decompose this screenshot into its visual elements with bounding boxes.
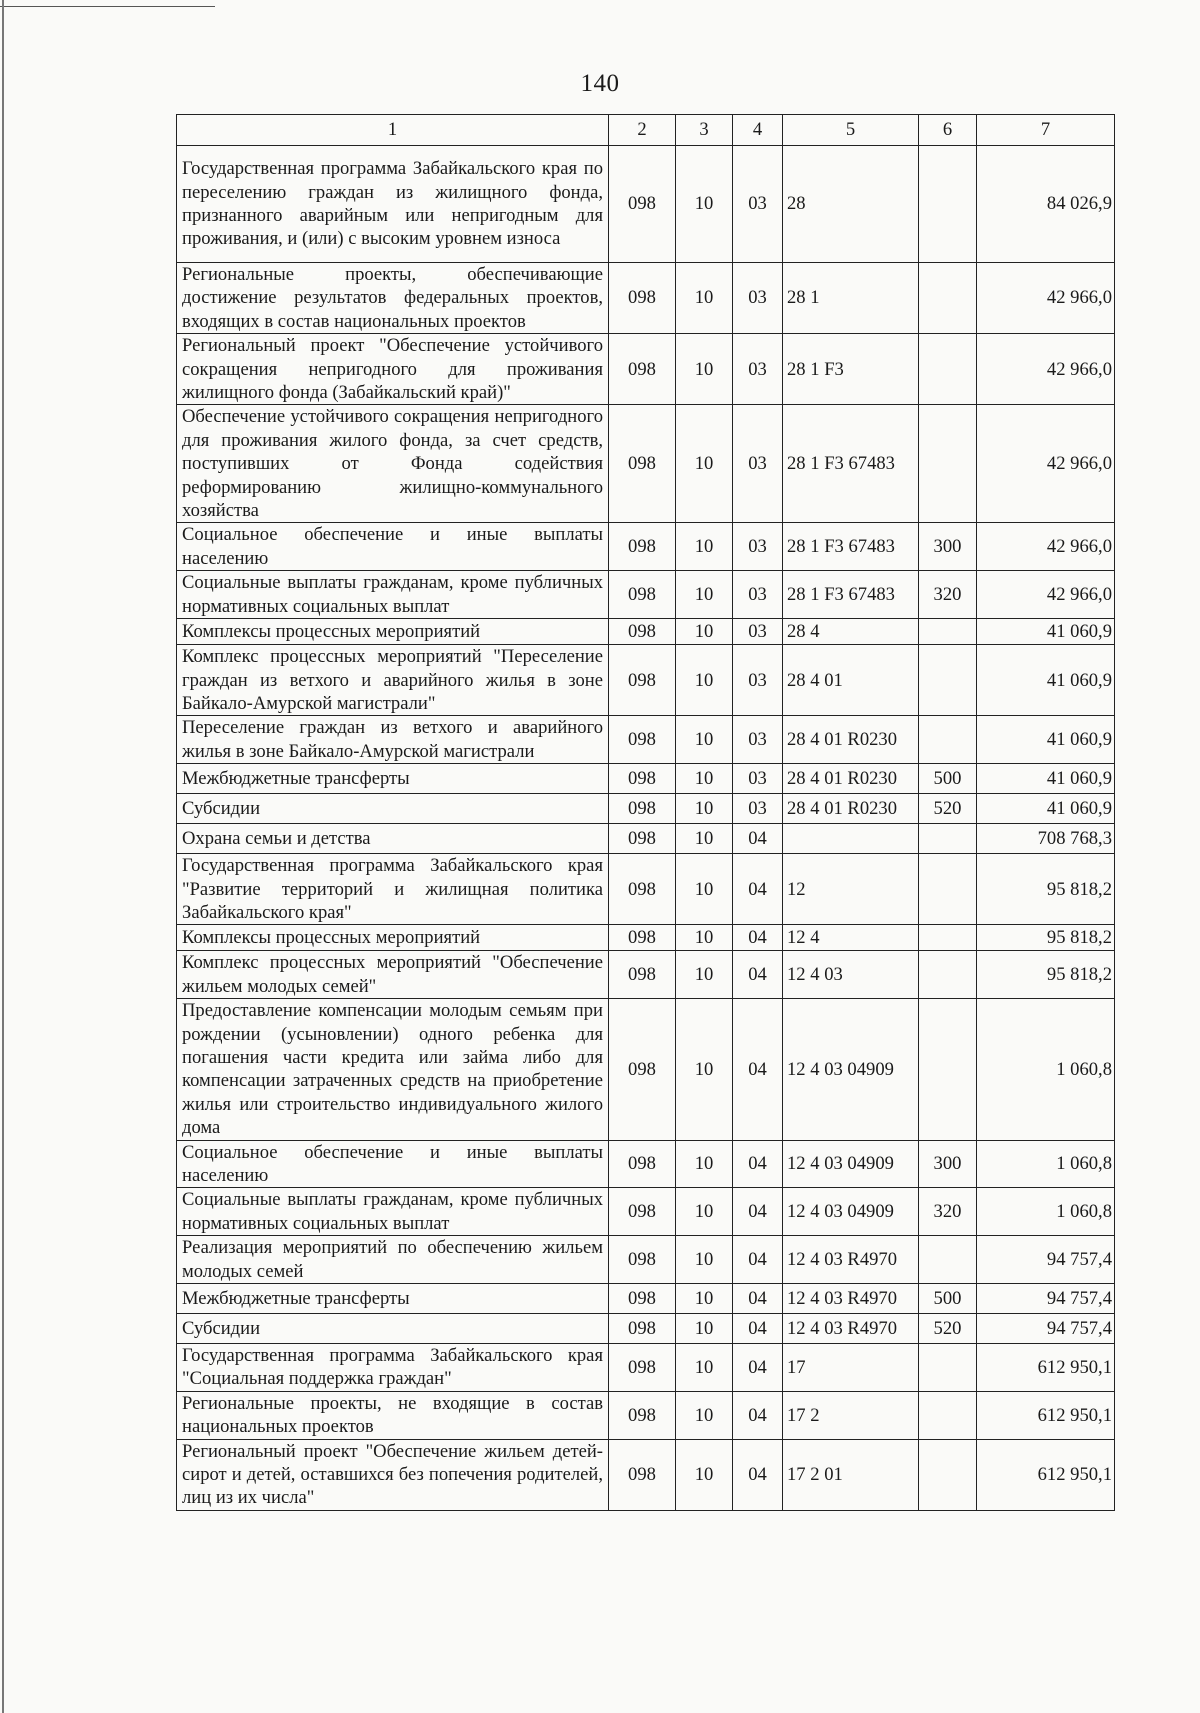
cell-c2: 098	[609, 794, 676, 824]
cell-c3: 10	[676, 1236, 733, 1284]
cell-c2: 098	[609, 405, 676, 523]
table-header-row	[177, 115, 1115, 146]
row-name: Социальное обеспечение и иные выплаты населению	[177, 523, 609, 571]
cell-c4: 04	[733, 951, 783, 999]
cell-c5: 17 2 01	[783, 1439, 919, 1510]
row-name: Предоставление компенсации молодым семьям при рождении (усыновлении) одного ребенка для погашения части кредита или займа либо для компенсации затраченных средств на приобретение жилья или строительство индивидуального жилого дома	[177, 999, 609, 1140]
row-name: Межбюджетные трансферты	[177, 764, 609, 794]
cell-c7: 42 966,0	[977, 523, 1115, 571]
column-header-3: 3	[676, 115, 733, 146]
cell-c4: 04	[733, 824, 783, 854]
cell-c6: 320	[919, 571, 977, 619]
cell-c5: 12 4	[783, 925, 919, 951]
cell-c6	[919, 1439, 977, 1510]
column-header-2: 2	[609, 115, 676, 146]
cell-c3: 10	[676, 146, 733, 263]
cell-c4: 03	[733, 716, 783, 764]
cell-c7: 41 060,9	[977, 794, 1115, 824]
cell-c6	[919, 854, 977, 925]
table-row	[177, 1236, 1115, 1284]
row-name: Комплексы процессных мероприятий	[177, 925, 609, 951]
column-header-7: 7	[977, 115, 1115, 146]
cell-c5: 12	[783, 854, 919, 925]
cell-c6	[919, 263, 977, 334]
cell-c5: 28 4 01	[783, 645, 919, 716]
cell-c3: 10	[676, 1391, 733, 1439]
row-name: Субсидии	[177, 794, 609, 824]
table-row	[177, 999, 1115, 1140]
cell-c7: 84 026,9	[977, 146, 1115, 263]
cell-c7: 612 950,1	[977, 1439, 1115, 1510]
column-header-6: 6	[919, 115, 977, 146]
row-name: Переселение граждан из ветхого и аварийного жилья в зоне Байкало-Амурской магистрали	[177, 716, 609, 764]
cell-c3: 10	[676, 1140, 733, 1188]
cell-c6	[919, 999, 977, 1140]
row-name: Социальные выплаты гражданам, кроме публичных нормативных социальных выплат	[177, 571, 609, 619]
cell-c7: 42 966,0	[977, 263, 1115, 334]
cell-c7: 1 060,8	[977, 999, 1115, 1140]
cell-c4: 03	[733, 645, 783, 716]
table-row	[177, 951, 1115, 999]
cell-c2: 098	[609, 146, 676, 263]
cell-c3: 10	[676, 716, 733, 764]
cell-c6	[919, 824, 977, 854]
page-number: 140	[580, 70, 620, 97]
cell-c2: 098	[609, 523, 676, 571]
cell-c3: 10	[676, 824, 733, 854]
table-row	[177, 619, 1115, 645]
cell-c3: 10	[676, 925, 733, 951]
table-body	[177, 146, 1115, 1511]
cell-c5: 12 4 03 R4970	[783, 1314, 919, 1344]
cell-c2: 098	[609, 619, 676, 645]
cell-c2: 098	[609, 334, 676, 405]
cell-c6	[919, 645, 977, 716]
cell-c5: 28 1 F3 67483	[783, 523, 919, 571]
cell-c7: 41 060,9	[977, 764, 1115, 794]
row-name: Социальные выплаты гражданам, кроме публичных нормативных социальных выплат	[177, 1188, 609, 1236]
cell-c6: 500	[919, 764, 977, 794]
cell-c3: 10	[676, 645, 733, 716]
cell-c7: 41 060,9	[977, 716, 1115, 764]
cell-c2: 098	[609, 951, 676, 999]
table-row	[177, 1284, 1115, 1314]
cell-c4: 03	[733, 146, 783, 263]
table-row	[177, 794, 1115, 824]
cell-c4: 04	[733, 854, 783, 925]
row-name: Комплекс процессных мероприятий "Обеспечение жильем молодых семей"	[177, 951, 609, 999]
cell-c2: 098	[609, 1236, 676, 1284]
cell-c7: 41 060,9	[977, 619, 1115, 645]
cell-c7: 1 060,8	[977, 1188, 1115, 1236]
cell-c5	[783, 824, 919, 854]
row-name: Государственная программа Забайкальского края по переселению граждан из жилищного фонда, признанного аварийным или непригодным для проживания, и (или) с высоким уровнем износа	[177, 146, 609, 263]
cell-c5: 28 1 F3	[783, 334, 919, 405]
table-row	[177, 764, 1115, 794]
cell-c7: 708 768,3	[977, 824, 1115, 854]
table-row	[177, 1188, 1115, 1236]
table-row	[177, 824, 1115, 854]
cell-c7: 42 966,0	[977, 405, 1115, 523]
cell-c4: 03	[733, 571, 783, 619]
column-header-1: 1	[177, 115, 609, 146]
cell-c3: 10	[676, 523, 733, 571]
cell-c4: 04	[733, 1439, 783, 1510]
cell-c6	[919, 716, 977, 764]
table-row	[177, 334, 1115, 405]
cell-c6	[919, 334, 977, 405]
cell-c5: 28	[783, 146, 919, 263]
cell-c7: 1 060,8	[977, 1140, 1115, 1188]
table-row	[177, 1314, 1115, 1344]
table-row	[177, 925, 1115, 951]
cell-c6	[919, 1236, 977, 1284]
row-name: Региональные проекты, не входящие в состав национальных проектов	[177, 1391, 609, 1439]
cell-c4: 03	[733, 405, 783, 523]
row-name: Государственная программа Забайкальского края "Социальная поддержка граждан"	[177, 1344, 609, 1392]
cell-c5: 28 4	[783, 619, 919, 645]
cell-c5: 12 4 03 R4970	[783, 1284, 919, 1314]
cell-c4: 04	[733, 1344, 783, 1392]
cell-c5: 12 4 03 04909	[783, 1140, 919, 1188]
cell-c6	[919, 405, 977, 523]
cell-c3: 10	[676, 794, 733, 824]
cell-c7: 41 060,9	[977, 645, 1115, 716]
table-row	[177, 263, 1115, 334]
row-name: Обеспечение устойчивого сокращения непригодного для проживания жилого фонда, за счет средств, поступивших от Фонда содействия реформированию жилищно-коммунального хозяйства	[177, 405, 609, 523]
scan-artifact-top	[0, 6, 215, 7]
cell-c3: 10	[676, 1314, 733, 1344]
budget-table	[176, 114, 1115, 1511]
cell-c6: 520	[919, 794, 977, 824]
cell-c5: 17 2	[783, 1391, 919, 1439]
cell-c5: 12 4 03 R4970	[783, 1236, 919, 1284]
cell-c5: 28 1	[783, 263, 919, 334]
cell-c6: 300	[919, 1140, 977, 1188]
cell-c5: 28 4 01 R0230	[783, 794, 919, 824]
cell-c3: 10	[676, 764, 733, 794]
cell-c7: 94 757,4	[977, 1284, 1115, 1314]
cell-c2: 098	[609, 824, 676, 854]
cell-c3: 10	[676, 1188, 733, 1236]
cell-c3: 10	[676, 334, 733, 405]
cell-c4: 04	[733, 1236, 783, 1284]
row-name: Комплекс процессных мероприятий "Переселение граждан из ветхого и аварийного жилья в зоне Байкало-Амурской магистрали"	[177, 645, 609, 716]
table-row	[177, 1140, 1115, 1188]
cell-c6: 520	[919, 1314, 977, 1344]
cell-c2: 098	[609, 716, 676, 764]
cell-c3: 10	[676, 1439, 733, 1510]
row-name: Межбюджетные трансферты	[177, 1284, 609, 1314]
cell-c2: 098	[609, 1344, 676, 1392]
row-name: Региональные проекты, обеспечивающие достижение результатов федеральных проектов, входящих в состав национальных проектов	[177, 263, 609, 334]
cell-c4: 04	[733, 999, 783, 1140]
cell-c5: 17	[783, 1344, 919, 1392]
row-name: Охрана семьи и детства	[177, 824, 609, 854]
cell-c3: 10	[676, 571, 733, 619]
cell-c2: 098	[609, 764, 676, 794]
cell-c4: 04	[733, 1391, 783, 1439]
cell-c7: 612 950,1	[977, 1344, 1115, 1392]
table-row	[177, 645, 1115, 716]
cell-c7: 95 818,2	[977, 951, 1115, 999]
cell-c5: 12 4 03	[783, 951, 919, 999]
cell-c6: 500	[919, 1284, 977, 1314]
row-name: Региональный проект "Обеспечение устойчивого сокращения непригодного для проживания жилищного фонда (Забайкальский край)"	[177, 334, 609, 405]
cell-c3: 10	[676, 263, 733, 334]
cell-c5: 28 1 F3 67483	[783, 405, 919, 523]
table-row	[177, 571, 1115, 619]
row-name: Субсидии	[177, 1314, 609, 1344]
cell-c7: 95 818,2	[977, 854, 1115, 925]
cell-c4: 03	[733, 334, 783, 405]
column-header-5: 5	[783, 115, 919, 146]
cell-c7: 612 950,1	[977, 1391, 1115, 1439]
cell-c7: 94 757,4	[977, 1314, 1115, 1344]
cell-c6: 300	[919, 523, 977, 571]
cell-c4: 03	[733, 794, 783, 824]
cell-c4: 03	[733, 764, 783, 794]
cell-c4: 03	[733, 619, 783, 645]
cell-c5: 12 4 03 04909	[783, 999, 919, 1140]
cell-c6	[919, 1391, 977, 1439]
cell-c3: 10	[676, 951, 733, 999]
cell-c6	[919, 951, 977, 999]
cell-c3: 10	[676, 1344, 733, 1392]
scan-artifact-left	[2, 0, 4, 1713]
cell-c4: 04	[733, 1314, 783, 1344]
cell-c2: 098	[609, 1391, 676, 1439]
row-name: Государственная программа Забайкальского края "Развитие территорий и жилищная политика Забайкальского края"	[177, 854, 609, 925]
cell-c3: 10	[676, 405, 733, 523]
cell-c2: 098	[609, 1140, 676, 1188]
table-row	[177, 523, 1115, 571]
cell-c2: 098	[609, 1314, 676, 1344]
table-row	[177, 405, 1115, 523]
cell-c2: 098	[609, 1284, 676, 1314]
cell-c2: 098	[609, 571, 676, 619]
cell-c2: 098	[609, 1439, 676, 1510]
table-row	[177, 716, 1115, 764]
cell-c2: 098	[609, 263, 676, 334]
table-row	[177, 1391, 1115, 1439]
cell-c4: 04	[733, 1284, 783, 1314]
table-row	[177, 1439, 1115, 1510]
table-row	[177, 1344, 1115, 1392]
cell-c4: 03	[733, 523, 783, 571]
cell-c2: 098	[609, 645, 676, 716]
row-name: Социальное обеспечение и иные выплаты населению	[177, 1140, 609, 1188]
cell-c5: 28 4 01 R0230	[783, 716, 919, 764]
cell-c4: 04	[733, 1140, 783, 1188]
cell-c2: 098	[609, 925, 676, 951]
cell-c7: 42 966,0	[977, 334, 1115, 405]
row-name: Реализация мероприятий по обеспечению жильем молодых семей	[177, 1236, 609, 1284]
cell-c7: 94 757,4	[977, 1236, 1115, 1284]
cell-c4: 03	[733, 263, 783, 334]
row-name: Региональный проект "Обеспечение жильем детей-сирот и детей, оставшихся без попечения родителей, лиц из их числа"	[177, 1439, 609, 1510]
cell-c6	[919, 925, 977, 951]
cell-c3: 10	[676, 854, 733, 925]
cell-c5: 28 4 01 R0230	[783, 764, 919, 794]
cell-c2: 098	[609, 854, 676, 925]
cell-c4: 04	[733, 1188, 783, 1236]
cell-c6	[919, 619, 977, 645]
table-row	[177, 146, 1115, 263]
cell-c6	[919, 146, 977, 263]
cell-c7: 42 966,0	[977, 571, 1115, 619]
cell-c2: 098	[609, 999, 676, 1140]
cell-c6	[919, 1344, 977, 1392]
cell-c4: 04	[733, 925, 783, 951]
cell-c3: 10	[676, 1284, 733, 1314]
cell-c2: 098	[609, 1188, 676, 1236]
row-name: Комплексы процессных мероприятий	[177, 619, 609, 645]
cell-c6: 320	[919, 1188, 977, 1236]
cell-c7: 95 818,2	[977, 925, 1115, 951]
column-header-4: 4	[733, 115, 783, 146]
cell-c5: 12 4 03 04909	[783, 1188, 919, 1236]
cell-c5: 28 1 F3 67483	[783, 571, 919, 619]
table-row	[177, 854, 1115, 925]
cell-c3: 10	[676, 619, 733, 645]
cell-c3: 10	[676, 999, 733, 1140]
